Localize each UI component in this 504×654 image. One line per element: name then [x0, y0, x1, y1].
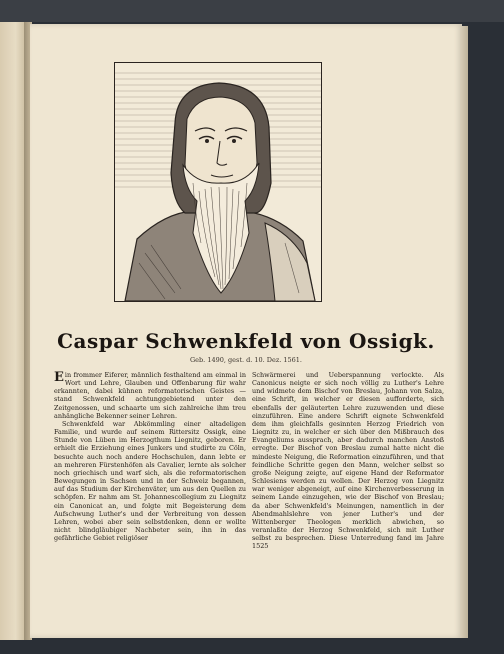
article-title: Caspar Schwenkfeld von Ossigk. — [57, 329, 435, 353]
paragraph-text: in frommer Eiferer, männlich festhaltend am einmal in Wort und Lehre, Glauben und Offenbarung für wahr erkannten, dabei kühnen reformatorischen Geistes — stand Schwenkfeld achtunggebietend unter den Zeitgenossen, und schaarte um sich zahlreiche ihm treu anhängliche Bekenner seiner Lehren. — [54, 371, 246, 420]
paragraph — [54, 371, 246, 420]
portrait-engraving — [114, 62, 322, 302]
paragraph: Schwenkfeld war Abkömmling einer altadeligen Familie, und wurde auf seinem Rittersitz Ossigk, eine Stunde von Lüben im Herzogthum Liegnitz, geboren. Er erhielt die Erziehung eines Junkers und studirte zu Cöln, besuchte auch noch andere Hochschulen, dann lebte er an mehreren Fürstenhöfen als Cavalier, lernte als solcher noch griechisch und warf sich, als die reformatorischen Bewegungen in Sachsen und in der Schweiz begannen, auf das Studium der Kirchenväter, um aus den Quellen zu schöpfen. Er nahm am St. Johannescollegium zu Liegnitz ein Canonicat an, und folgte mit Begeisterung dem Aufschwung Luther's und der Verbreitung von dessen Lehren, wobei aber sein selbstdenken, denn er wollte nicht blindgläubiger Nachbeter sein, ihn in das gefährliche Gebiet religiöser — [54, 419, 246, 543]
paragraph: Schwärmerei und Ueberspannung verlockte. Als Canonicus neigte er sich noch völlig zu Luther's Lehre und widmete dem Bischof von Breslau, Johann von Salza, eine Schrift, in welcher er diesen aufforderte, sich ebenfalls der geläuterten Lehre zuzuwenden und diese einzuführen. Eine andere Schrift eignete Schwenkfeld dem ihm gleichfalls gesinnten Herzog Friedrich von Liegnitz zu, in welcher er sich über den Mißbrauch des Evangeliums aussprach, aber dadurch manchen Anstoß erregte. Der Bischof von Breslau zumal hatte nicht die mindeste Neigung, die Reformation einzuführen, und that feindliche Schritte gegen den Mann, welcher selbst so große Neigung zeigte, auf eigene Hand der Reformator Schlesiens werden zu wollen. Der Herzog von Liegnitz war weniger abgeneigt, auf eine Kirchenverbesserung in seinem Lande einzugehen, wie der Bischof von Breslau; da aber Schwenkfeld's Meinungen, namentlich in der Abendmahlslehre von jener Luther's und der Wittenberger Theologen merklich abwichen, so veranlaßte der Herzog Schwenkfeld, sich mit Luther selbst zu besprechen. Diese Unterredung fand im Jahre 1525 — [252, 371, 444, 551]
article-subtitle: Geb. 1490, gest. d. 10. Dez. 1561. — [189, 356, 302, 364]
scan-backdrop — [0, 0, 504, 22]
facing-page-edge — [0, 22, 26, 640]
drop-cap: E — [54, 371, 64, 385]
portrait-illustration — [115, 63, 321, 301]
text-column-right — [252, 371, 444, 611]
text-column-left — [54, 371, 246, 611]
